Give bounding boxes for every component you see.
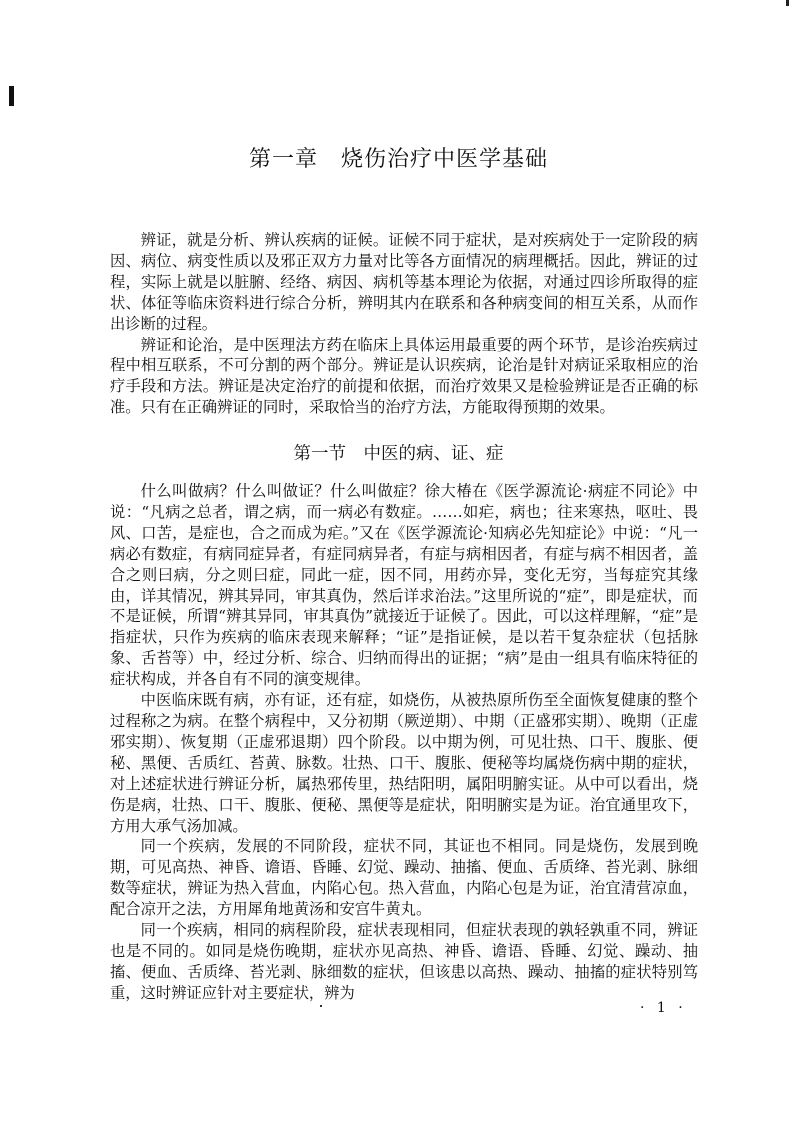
page-number: · 1 · — [640, 1000, 687, 1016]
paragraph: 辨证和论治，是中医理法方药在临床上具体运用最重要的两个环节，是诊治疾病过程中相互联系，不可分割的两个部分。辨证是认识疾病，论治是针对病证采取相应的治疗手段和方法。辨证是决定治疗的前提和依据，而治疗效果又是检验辨证是否正确的标准。只有在正确辨证的同时，采取恰当的治疗方法，方能取得预期的效果。 — [110, 335, 698, 417]
section-text — [110, 481, 698, 1004]
scan-artifact-corner — [786, 0, 789, 6]
paragraph: 什么叫做病？什么叫做证？什么叫做症？徐大椿在《医学源流论·病症不同论》中说：“凡病之总者，谓之病，而一病必有数症。……如疟，病也；往来寒热，呕吐、畏风、口苦，是症也，合之而成为疟。”又在《医学源流论·知病必先知症论》中说：“凡一病必有数症，有病同症异者，有症同病异者，有症与病相因者，有症与病不相因者，盖合之则曰病，分之则曰症，同此一症，因不同，用药亦异，变化无穷，当每症究其缘由，详其情况，辨其异同，审其真伪，然后详求治法。”这里所说的“症”，即是症状，而不是证候，所谓“辨其异同，审其真伪”就接近于证候了。因此，可以这样理解，“症”是指症状，只作为疾病的临床表现来解释；“证”是指证候，是以若干复杂症状（包括脉象、舌苔等）中，经过分析、综合、归纳而得出的证据；“病”是由一组具有临床特征的症状构成，并各自有不同的演变规律。 — [110, 482, 698, 689]
intro-text — [110, 230, 698, 418]
section-title: 第一节 中医的病、证、症 — [293, 444, 504, 464]
scan-artifact-mark — [9, 86, 14, 106]
paragraph: 中医临床既有病，亦有证，还有症，如烧伤，从被热原所伤至全面恢复健康的整个过程称之为病。在整个病程中，又分初期（厥逆期）、中期（正盛邪实期）、晚期（正虚邪实期）、恢复期（正虚邪退期）四个阶段。以中期为例，可见壮热、口干、腹胀、便秘、黑便、舌质红、苔黄、脉数。壮热、口干、腹胀、便秘等均属烧伤病中期的症状，对上述症状进行辨证分析，属热邪传里，热结阳明，属阳明腑实证。从中可以看出，烧伤是病，壮热、口干、腹胀、便秘、黑便等是症状，阳明腑实是为证。治宜通里攻下，方用大承气汤加减。 — [110, 691, 698, 835]
scan-speck — [320, 1005, 322, 1007]
paragraph: 同一个疾病，相同的病程阶段，症状表现相同，但症状表现的孰轻孰重不同，辨证也是不同的。如同是烧伤晚期，症状亦见高热、神昏、谵语、昏睡、幻觉、躁动、抽搐、便血、舌质绛、苔光剥、脉细数的症状，但该患以高热、躁动、抽搐的症状特别笃重，这时辨证应针对主要症状，辨为 — [110, 921, 698, 1002]
paragraph: 辨证，就是分析、辨认疾病的证候。证候不同于症状，是对疾病处于一定阶段的病因、病位、病变性质以及邪正双方力量对比等各方面情况的病理概括。因此，辨证的过程，实际上就是以脏腑、经络、病因、病机等基本理论为依据，对通过四诊所取得的症状、体征等临床资料进行综合分析，辨明其内在联系和各种病变间的相互关系，从而作出诊断的过程。 — [110, 231, 698, 333]
paragraph: 同一个疾病，发展的不同阶段，症状不同，其证也不相同。同是烧伤，发展到晚期，可见高热、神昏、谵语、昏睡、幻觉、躁动、抽搐、便血、舌质绛、苔光剥、脉细数等症状，辨证为热入营血，内陷心包。热入营血，内陷心包是为证，治宜清营凉血，配合凉开之法，方用犀角地黄汤和安宫牛黄丸。 — [110, 837, 698, 919]
chapter-title: 第一章 烧伤治疗中医学基础 — [248, 147, 548, 172]
